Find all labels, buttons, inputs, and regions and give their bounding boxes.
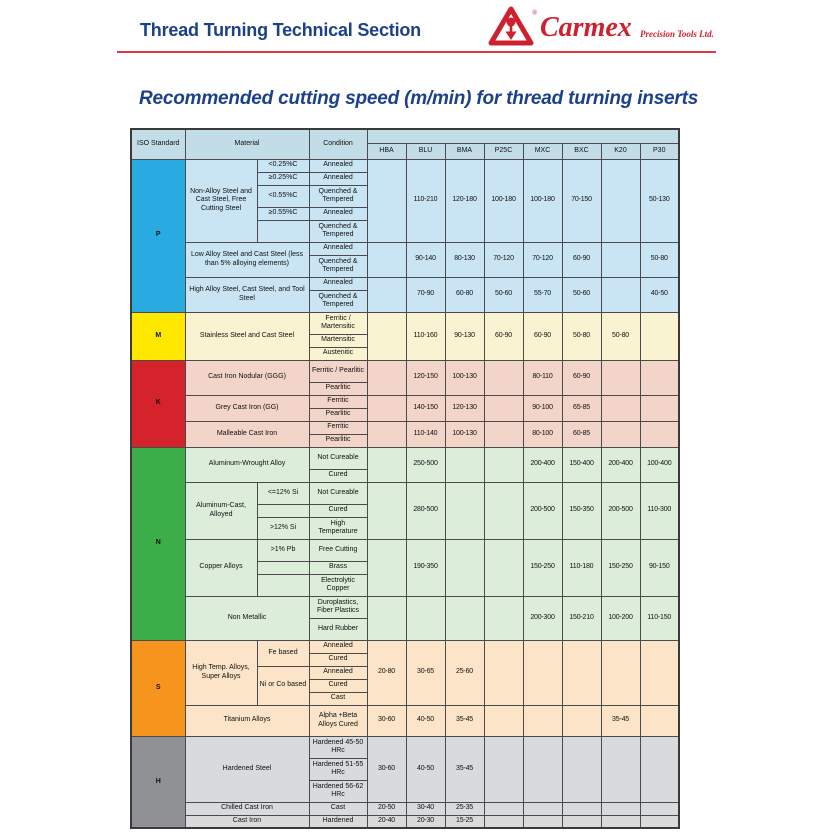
condition-cell: Pearlitic	[309, 408, 367, 421]
sub-material-cell	[257, 574, 309, 596]
iso-cell-k: K	[131, 360, 185, 447]
speed-cell: 100-130	[445, 360, 484, 395]
speed-cell	[484, 815, 523, 828]
speed-cell	[562, 802, 601, 815]
condition-cell: Annealed	[309, 277, 367, 290]
material-cell: Aluminum-Wrought Alloy	[185, 447, 309, 482]
speed-cell	[640, 705, 679, 736]
speed-cell: 30-65	[406, 640, 445, 705]
speed-cell: 100-400	[640, 447, 679, 482]
material-cell: Copper Alloys	[185, 539, 257, 596]
iso-cell-h: H	[131, 736, 185, 828]
speed-cell: 60-90	[562, 360, 601, 395]
speed-cell: 15-25	[445, 815, 484, 828]
speed-cell: 110-300	[640, 482, 679, 539]
speed-cell	[601, 395, 640, 421]
condition-cell: Annealed	[309, 640, 367, 653]
condition-cell: Hard Rubber	[309, 618, 367, 640]
speed-cell: 50-60	[562, 277, 601, 312]
speed-cell: 30-60	[367, 705, 406, 736]
speed-cell: 150-250	[523, 539, 562, 596]
speed-cell: 80-130	[445, 242, 484, 277]
header-grades-band	[367, 129, 679, 143]
grade-header: P25C	[484, 143, 523, 159]
material-cell: Non-Alloy Steel and Cast Steel, Free Cutting Steel	[185, 159, 257, 242]
sub-material-cell: <0.55%C	[257, 185, 309, 207]
condition-cell: Quenched & Tempered	[309, 255, 367, 277]
speed-cell	[367, 596, 406, 640]
speed-cell	[367, 447, 406, 482]
speed-cell: 40-50	[406, 705, 445, 736]
material-cell: Chilled Cast Iron	[185, 802, 309, 815]
grade-header: HBA	[367, 143, 406, 159]
sub-material-cell: >12% Si	[257, 517, 309, 539]
speed-cell	[484, 539, 523, 596]
condition-cell: Ferritic	[309, 395, 367, 408]
speed-cell: 200-500	[601, 482, 640, 539]
sub-material-cell	[257, 504, 309, 517]
svg-text:Carmex: Carmex	[540, 12, 632, 43]
svg-text:®: ®	[532, 9, 538, 17]
condition-cell: Austenitic	[309, 347, 367, 360]
condition-cell: Not Cureable	[309, 447, 367, 469]
speed-cell	[367, 159, 406, 242]
grade-header: BXC	[562, 143, 601, 159]
material-cell: Hardened Steel	[185, 736, 309, 802]
speed-cell: 25-60	[445, 640, 484, 705]
speed-cell: 200-500	[523, 482, 562, 539]
speed-cell	[601, 815, 640, 828]
condition-cell: Free Cutting	[309, 539, 367, 561]
speed-cell: 80-110	[523, 360, 562, 395]
condition-cell: Pearlitic	[309, 382, 367, 395]
speed-cell: 30-40	[406, 802, 445, 815]
speed-cell	[523, 640, 562, 705]
material-cell: Stainless Steel and Cast Steel	[185, 312, 309, 360]
material-cell: Cast Iron Nodular (GGG)	[185, 360, 309, 395]
material-cell: Cast Iron	[185, 815, 309, 828]
condition-cell: Cured	[309, 679, 367, 692]
speed-cell: 35-45	[445, 705, 484, 736]
sub-material-cell: Fe based	[257, 640, 309, 666]
sub-material-cell: ≥0.25%C	[257, 172, 309, 185]
condition-cell: Annealed	[309, 159, 367, 172]
sub-material-cell	[257, 220, 309, 242]
table-title: Recommended cutting speed (m/min) for thread turning inserts	[139, 88, 699, 109]
grade-header: BLU	[406, 143, 445, 159]
speed-cell	[367, 395, 406, 421]
material-cell: High Temp. Alloys, Super Alloys	[185, 640, 257, 705]
sub-material-cell: >1% Pb	[257, 539, 309, 561]
speed-cell: 35-45	[445, 736, 484, 802]
speed-cell	[640, 395, 679, 421]
condition-cell: Duroplastics, Fiber Plastics	[309, 596, 367, 618]
carmex-logo-icon	[488, 6, 716, 48]
header-iso-standard: ISO Standard	[131, 129, 185, 159]
speed-cell	[367, 539, 406, 596]
speed-cell: 50-80	[601, 312, 640, 360]
speed-cell	[523, 815, 562, 828]
speed-cell: 40-50	[640, 277, 679, 312]
header-divider	[117, 51, 716, 53]
speed-cell: 150-400	[562, 447, 601, 482]
speed-cell: 20-50	[367, 802, 406, 815]
condition-cell: Cured	[309, 504, 367, 517]
speed-cell	[640, 736, 679, 802]
condition-cell: Cast	[309, 692, 367, 705]
speed-cell: 25-35	[445, 802, 484, 815]
speed-cell	[367, 312, 406, 360]
speed-cell: 35-45	[601, 705, 640, 736]
speed-cell	[601, 277, 640, 312]
speed-cell: 90-150	[640, 539, 679, 596]
speed-cell: 20-80	[367, 640, 406, 705]
grade-header: P30	[640, 143, 679, 159]
speed-cell: 100-200	[601, 596, 640, 640]
speed-cell: 280-500	[406, 482, 445, 539]
speed-cell: 20-30	[406, 815, 445, 828]
speed-cell	[445, 596, 484, 640]
speed-cell	[601, 421, 640, 447]
speed-cell: 110-160	[406, 312, 445, 360]
speed-cell: 60-90	[562, 242, 601, 277]
speed-cell: 50-130	[640, 159, 679, 242]
grade-header: BMA	[445, 143, 484, 159]
condition-cell: Hardened 45-50 HRc	[309, 736, 367, 758]
condition-cell: Annealed	[309, 666, 367, 679]
speed-cell: 50-60	[484, 277, 523, 312]
speed-cell	[640, 815, 679, 828]
header-material: Material	[185, 129, 309, 159]
speed-cell	[484, 596, 523, 640]
condition-cell: Alpha +Beta Alloys Cured	[309, 705, 367, 736]
condition-cell: Quenched & Tempered	[309, 220, 367, 242]
condition-cell: Hardened	[309, 815, 367, 828]
speed-cell: 110-210	[406, 159, 445, 242]
speed-cell	[562, 640, 601, 705]
material-cell: Grey Cast Iron (GG)	[185, 395, 309, 421]
speed-cell	[562, 705, 601, 736]
condition-cell: Hardened 56-62 HRc	[309, 780, 367, 802]
speed-cell	[562, 815, 601, 828]
speed-cell: 70-150	[562, 159, 601, 242]
speed-cell	[640, 421, 679, 447]
sub-material-cell	[257, 561, 309, 574]
speed-cell: 100-180	[484, 159, 523, 242]
speed-cell: 110-150	[640, 596, 679, 640]
sub-material-cell: <=12% Si	[257, 482, 309, 504]
speed-cell	[445, 539, 484, 596]
speed-cell: 150-210	[562, 596, 601, 640]
speed-cell	[484, 395, 523, 421]
grade-header: K20	[601, 143, 640, 159]
condition-cell: Cast	[309, 802, 367, 815]
condition-cell: Ferritic / Martensitic	[309, 312, 367, 334]
condition-cell: Annealed	[309, 207, 367, 220]
speed-cell	[367, 482, 406, 539]
speed-cell	[484, 482, 523, 539]
material-cell: High Alloy Steel, Cast Steel, and Tool Steel	[185, 277, 309, 312]
speed-cell: 100-180	[523, 159, 562, 242]
sub-material-cell: ≥0.55%C	[257, 207, 309, 220]
speed-cell	[484, 736, 523, 802]
speed-cell	[484, 640, 523, 705]
condition-cell: Ferritic / Pearlitic	[309, 360, 367, 382]
material-cell: Low Alloy Steel and Cast Steel (less than 5% alloying elements)	[185, 242, 309, 277]
iso-cell-m: M	[131, 312, 185, 360]
speed-cell	[484, 360, 523, 395]
speed-cell: 120-150	[406, 360, 445, 395]
speed-cell	[601, 640, 640, 705]
condition-cell: Electrolytic Copper	[309, 574, 367, 596]
speed-cell: 60-90	[523, 312, 562, 360]
speed-cell	[445, 482, 484, 539]
speed-cell: 20-40	[367, 815, 406, 828]
speed-cell: 60-80	[445, 277, 484, 312]
speed-cell	[640, 312, 679, 360]
speed-cell	[523, 705, 562, 736]
speed-cell	[601, 242, 640, 277]
speed-cell: 140-150	[406, 395, 445, 421]
speed-cell: 120-180	[445, 159, 484, 242]
speed-cell: 55-70	[523, 277, 562, 312]
speed-cell: 65-85	[562, 395, 601, 421]
speed-cell	[445, 447, 484, 482]
condition-cell: Quenched & Tempered	[309, 185, 367, 207]
speed-cell: 70-120	[484, 242, 523, 277]
condition-cell: Cured	[309, 469, 367, 482]
speed-cell	[367, 421, 406, 447]
speed-cell: 150-350	[562, 482, 601, 539]
speed-cell: 60-85	[562, 421, 601, 447]
speed-cell	[562, 736, 601, 802]
iso-cell-n: N	[131, 447, 185, 640]
carmex-logo	[488, 6, 716, 48]
condition-cell: Annealed	[309, 172, 367, 185]
iso-cell-p: P	[131, 159, 185, 312]
speed-cell: 60-90	[484, 312, 523, 360]
condition-cell: Cured	[309, 653, 367, 666]
svg-text:Precision Tools Ltd.: Precision Tools Ltd.	[640, 29, 714, 39]
speed-cell: 70-90	[406, 277, 445, 312]
header-condition: Condition	[309, 129, 367, 159]
speed-cell	[640, 360, 679, 395]
speed-cell: 200-400	[523, 447, 562, 482]
speed-cell	[484, 705, 523, 736]
grade-header: MXC	[523, 143, 562, 159]
material-cell: Malleable Cast Iron	[185, 421, 309, 447]
condition-cell: Brass	[309, 561, 367, 574]
condition-cell: Pearlitic	[309, 434, 367, 447]
speed-cell	[601, 736, 640, 802]
page-title: Thread Turning Technical Section	[140, 20, 421, 40]
speed-cell: 250-500	[406, 447, 445, 482]
speed-cell	[523, 736, 562, 802]
speed-cell: 120-130	[445, 395, 484, 421]
speed-cell	[367, 277, 406, 312]
condition-cell: Annealed	[309, 242, 367, 255]
condition-cell: Hardened 51-55 HRc	[309, 758, 367, 780]
speed-cell: 90-130	[445, 312, 484, 360]
speed-cell: 70-120	[523, 242, 562, 277]
speed-cell	[640, 802, 679, 815]
speed-cell: 190-350	[406, 539, 445, 596]
material-cell: Titanium Alloys	[185, 705, 309, 736]
speed-cell	[484, 802, 523, 815]
speed-cell: 100-130	[445, 421, 484, 447]
speed-cell: 90-140	[406, 242, 445, 277]
speed-cell	[406, 596, 445, 640]
material-cell: Aluminum-Cast, Alloyed	[185, 482, 257, 539]
speed-cell	[367, 242, 406, 277]
speed-cell	[601, 159, 640, 242]
condition-cell: Ferritic	[309, 421, 367, 434]
speed-cell: 50-80	[640, 242, 679, 277]
speed-cell: 110-180	[562, 539, 601, 596]
sub-material-cell: <0.25%C	[257, 159, 309, 172]
speed-cell	[484, 421, 523, 447]
condition-cell: Not Cureable	[309, 482, 367, 504]
speed-cell: 110-140	[406, 421, 445, 447]
speed-cell: 90-100	[523, 395, 562, 421]
speed-cell	[601, 360, 640, 395]
material-cell: Non Metallic	[185, 596, 309, 640]
speed-cell	[523, 802, 562, 815]
speed-cell: 200-300	[523, 596, 562, 640]
speed-cell	[367, 360, 406, 395]
speed-cell: 50-80	[562, 312, 601, 360]
speed-cell: 40-50	[406, 736, 445, 802]
speed-cell	[640, 640, 679, 705]
cutting-speed-table	[130, 128, 680, 829]
speed-cell: 200-400	[601, 447, 640, 482]
speed-cell	[601, 802, 640, 815]
sub-material-cell: Ni or Co based	[257, 666, 309, 705]
condition-cell: Quenched & Tempered	[309, 290, 367, 312]
condition-cell: High Temperature	[309, 517, 367, 539]
speed-cell: 150-250	[601, 539, 640, 596]
speed-cell: 80-100	[523, 421, 562, 447]
iso-cell-s: S	[131, 640, 185, 736]
speed-cell	[484, 447, 523, 482]
condition-cell: Martensitic	[309, 334, 367, 347]
speed-cell: 30-60	[367, 736, 406, 802]
